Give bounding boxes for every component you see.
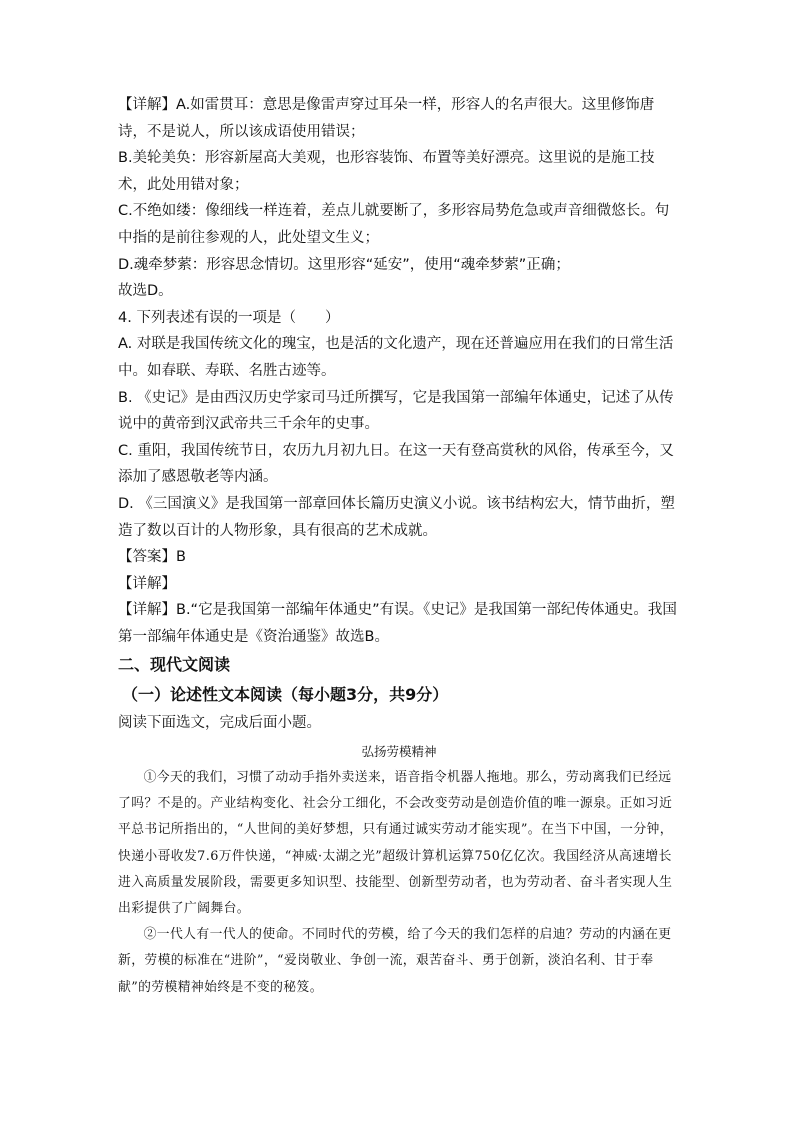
q3-analysis-c: C.不绝如缕：像细线一样连着，差点儿就要断了，多形容局势危急或声音细微悠长。句中指的是前往参观的人，此处望文生义；	[118, 203, 670, 246]
subsection-heading: （一）论述性文本阅读（每小题3分，共9分）	[122, 685, 449, 705]
question4-stem: 4. 下列表述有误的一项是（ ）	[118, 309, 340, 326]
q3-analysis-b: B.美轮美奂：形容新屋高大美观，也形容装饰、布置等美好漂亮。这里说的是施工技术，此处用错对象；	[118, 150, 655, 193]
q3-analysis-d: D.魂牵梦萦：形容思念情切。这里形容“延安”，使用“魂牵梦萦”正确；	[118, 256, 570, 273]
section-heading: 二、现代文阅读	[118, 655, 231, 675]
question4-answer: 【答案】B	[118, 549, 186, 566]
page-content	[118, 92, 680, 1001]
question4-analysis-label: 【详解】	[118, 575, 176, 592]
essay-title: 弘扬劳模精神	[361, 744, 437, 760]
essay-paragraph-1: ①今天的我们，习惯了动动手指外卖送来，语音指令机器人拖地。那么，劳动离我们已经远了吗？不是的。产业结构变化、社会分工细化，不会改变劳动是创造价值的唯一源泉。正如习近平总书记所指出的，“人世间的美好梦想，只有通过诚实劳动才能实现”。在当下中国，一分钟，快递小哥收发7.6万件快递，“神威·太湖之光”超级计算机运算750亿亿次。我国经济从高速增长进入高质量发展阶段，需要更多知识型、技能型、创新型劳动者，也为劳动者、奋斗者实现人生出彩提供了广阔舞台。	[118, 770, 673, 917]
question4-option-a: A. 对联是我国传统文化的瑰宝，也是活的文化遗产，现在还普遍应用在我们的日常生活中。如春联、寿联、名胜古迹等。	[118, 336, 674, 379]
q3-conclusion: 故选D。	[118, 283, 173, 300]
question4-option-c: C. 重阳，我国传统节日，农历九月初九日。在这一天有登高赏秋的风俗，传承至今，又添加了感恩敬老等内涵。	[118, 442, 674, 486]
essay-paragraph-2: ②一代人有一代人的使命。不同时代的劳模，给了今天的我们怎样的启迪？劳动的内涵在更新，劳模的标准在“进阶”，“爱岗敬业、争创一流，艰苦奋斗、勇于创新，淡泊名利、甘于奉献”的劳模精神始终是不变的秘笈。	[118, 927, 672, 995]
reading-instruction: 阅读下面选文，完成后面小题。	[118, 715, 321, 732]
q3-analysis-a: 【详解】A.如雷贯耳：意思是像雷声穿过耳朵一样，形容人的名声很大。这里修饰唐诗，不是说人，所以该成语使用错误；	[118, 97, 655, 140]
question4-option-d: D. 《三国演义》是我国第一部章回体长篇历史演义小说。该书结构宏大，情节曲折，塑造了数以百计的人物形象，具有很高的艺术成就。	[118, 495, 675, 539]
question4-option-b: B. 《史记》是由西汉历史学家司马迁所撰写，它是我国第一部编年体通史，记述了从传说中的黄帝到汉武帝共三千余年的史事。	[118, 389, 674, 433]
question4-analysis: 【详解】B.“它是我国第一部编年体通史”有误。《史记》是我国第一部纪传体通史。我国第一部编年体通史是《资治通鉴》故选B。	[118, 602, 677, 645]
